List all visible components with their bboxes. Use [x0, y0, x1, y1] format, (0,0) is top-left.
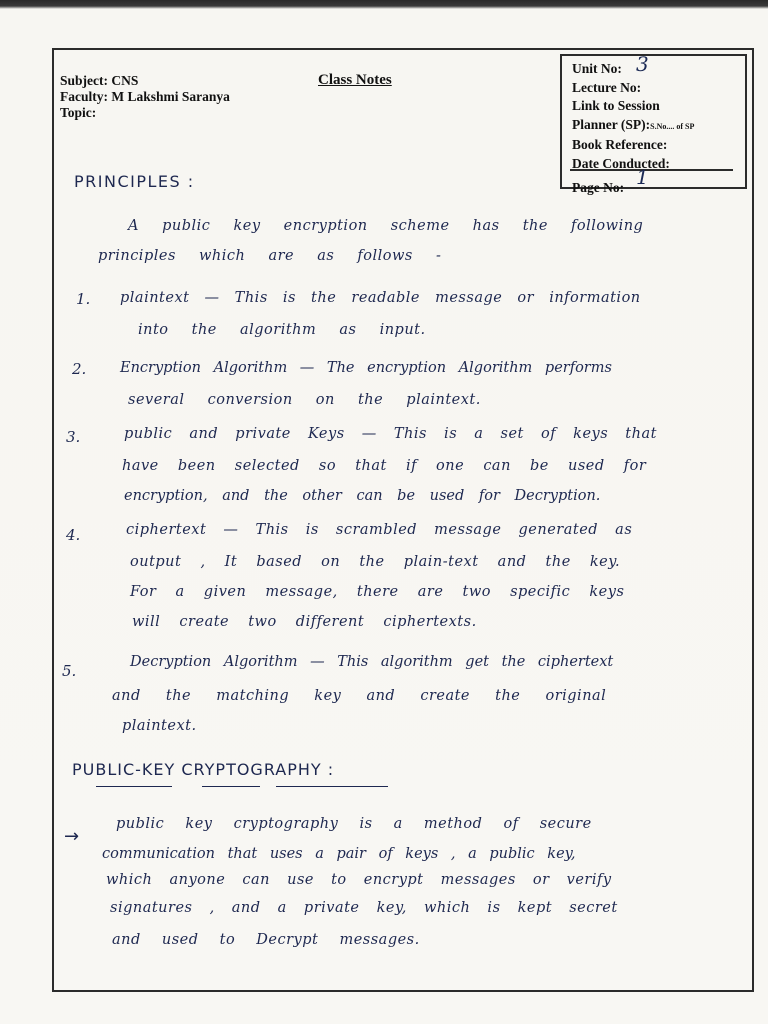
unit-label: Unit No: [572, 61, 622, 76]
pkc-line: and used to Decrypt messages. [112, 932, 420, 948]
date-label: Date Conducted: [572, 155, 670, 171]
item-number: 4. [66, 526, 81, 544]
page-value: 1 [636, 165, 649, 189]
intro-line-2: principles which are as follows - [98, 248, 442, 264]
link-label: Link to Session [572, 98, 660, 113]
item-line: For a given message, there are two specific keys [130, 584, 625, 600]
item-line: ciphertext — This is scrambled message generated as [126, 522, 633, 538]
item-line: into the algorithm as input. [138, 322, 426, 338]
item-number: 2. [72, 360, 87, 378]
item-line: will create two different ciphertexts. [132, 614, 477, 630]
item-line: plaintext. [122, 718, 197, 734]
pkc-line: public key cryptography is a method of secure [116, 816, 592, 832]
pkc-line: which anyone can use to encrypt messages or verify [106, 872, 612, 888]
lecture-label: Lecture No: [572, 79, 642, 95]
item-number: 1. [76, 290, 91, 308]
heading-underline [96, 786, 172, 787]
header-meta [60, 73, 230, 121]
heading-underline [202, 786, 260, 787]
item-line: and the matching key and create the original [112, 688, 607, 704]
planner-row [572, 116, 745, 137]
item-line: plaintext — This is the readable message or information [120, 290, 641, 306]
subject-label: Subject: CNS [60, 73, 139, 88]
heading-underline [276, 786, 388, 787]
info-box [560, 54, 747, 195]
item-number: 3. [66, 428, 81, 446]
pkc-line: communication that uses a pair of keys , a public key, [102, 846, 576, 862]
intro-line-1: A public key encryption scheme has the following [128, 218, 644, 234]
item-line: Decryption Algorithm — This algorithm get the ciphertext [130, 654, 614, 670]
item-line: public and private Keys — This is a set of keys that [124, 426, 657, 442]
page-title: Class Notes [318, 72, 392, 88]
item-line: have been selected so that if one can be used for [122, 458, 647, 474]
item-line: Encryption Algorithm — The encryption Algorithm performs [120, 360, 612, 376]
unit-value: 3 [636, 52, 649, 76]
pkc-heading: PUBLIC-KEY CRYPTOGRAPHY : [72, 760, 335, 779]
topic-label: Topic: [60, 105, 97, 120]
principles-heading: PRINCIPLES : [74, 172, 195, 191]
info-divider [570, 169, 733, 171]
planner-small: S.No.... of SP [650, 121, 695, 131]
item-line: output , It based on the plain-text and the key. [130, 554, 621, 570]
book-label: Book Reference: [572, 137, 668, 152]
arrow-icon: → [64, 826, 80, 847]
item-number: 5. [62, 662, 77, 680]
item-line: encryption, and the other can be used for Decryption. [124, 488, 601, 504]
page-label: Page No: [572, 180, 625, 195]
pkc-line: signatures , and a private key, which is kept secret [110, 900, 618, 916]
planner-label: Planner (SP): [572, 116, 651, 132]
faculty-label: Faculty: M Lakshmi Saranya [60, 89, 230, 104]
item-line: several conversion on the plaintext. [128, 392, 481, 408]
